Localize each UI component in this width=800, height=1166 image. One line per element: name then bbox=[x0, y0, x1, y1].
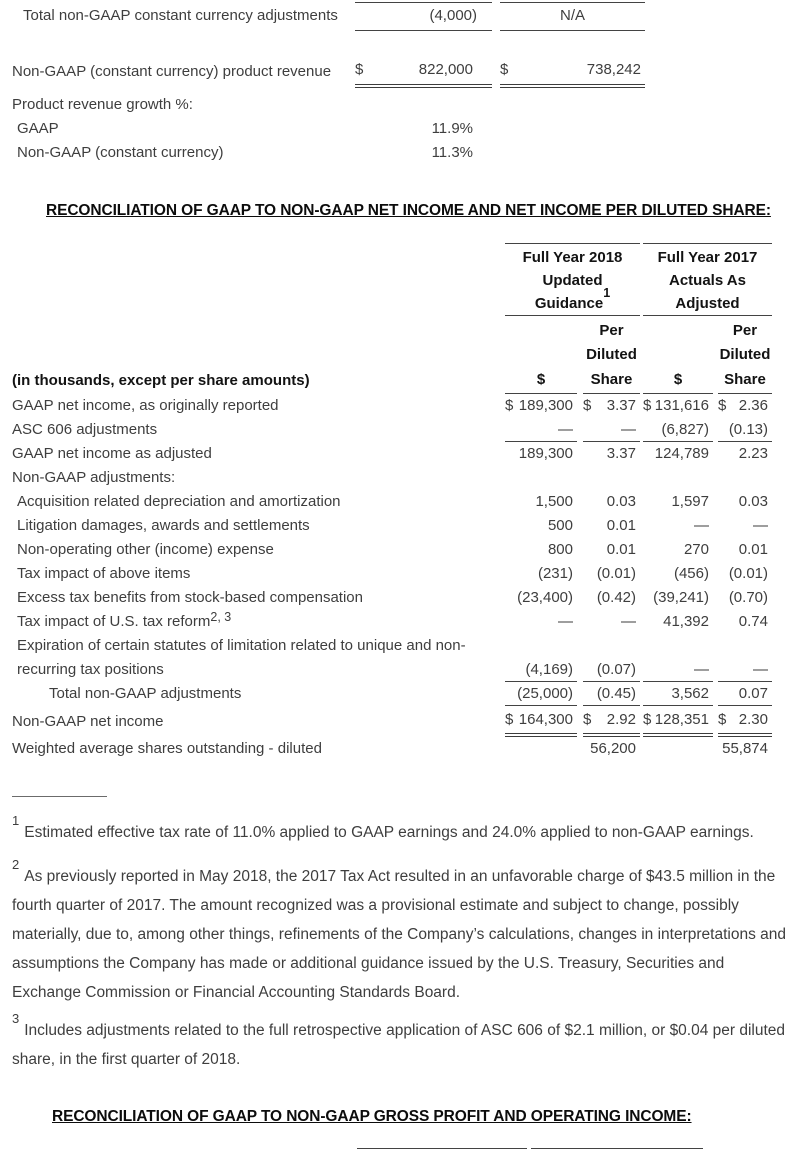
cell-value: (0.07) bbox=[596, 660, 636, 678]
cell-2018-amount bbox=[505, 682, 577, 706]
table-row-gaap-growth bbox=[0, 117, 800, 141]
cell-value: 3,562 bbox=[671, 684, 709, 702]
cell-value: (23,400) bbox=[517, 589, 573, 606]
cell-value: 2.36 bbox=[738, 397, 768, 414]
cell-2018-eps bbox=[583, 586, 640, 610]
group-line-text: Guidance bbox=[534, 295, 604, 313]
cell-2017-amount bbox=[643, 538, 713, 562]
next-table-column-rule-right bbox=[531, 1148, 703, 1149]
cell-2017-amount bbox=[643, 490, 713, 514]
cell-value: (4,169) bbox=[525, 660, 573, 678]
cell-value: 11.3% bbox=[431, 143, 473, 161]
cell-value: 0.03 bbox=[606, 493, 636, 510]
column-group-fy2017 bbox=[643, 243, 772, 316]
cell-value: (39,241) bbox=[653, 589, 709, 606]
column-header-2018-per-diluted-share bbox=[583, 316, 640, 394]
column-header-2017-per-diluted-share bbox=[718, 316, 772, 394]
row-label: Expiration of certain statutes of limitation related to unique and non- bbox=[17, 637, 466, 654]
row-label: Total non-GAAP constant currency adjustments bbox=[23, 7, 338, 25]
footnote-marker: 1 bbox=[12, 813, 20, 829]
cell-2017-amount bbox=[643, 586, 713, 610]
cell-value: 2.23 bbox=[738, 445, 768, 462]
footnote-text: As previously reported in May 2018, the 2017 Tax Act resulted in an unfavorable charge of $43.5 million in the fourth quarter of 2017. The amount recognized was a provisional estimate and subject to change, possibly materially, due to, among other things, refinements of the Company’s calculations, changes in interpretations and assumptions the Company has made or additional guidance issued by the U.S. Treasury, Securities and Exchange Commission or Financial Accounting Standards Board. bbox=[12, 868, 787, 1002]
cell-2018-eps bbox=[583, 562, 640, 586]
cell-value: 56,200 bbox=[590, 740, 636, 757]
cell-fy2017-value bbox=[500, 57, 645, 88]
cell-2017-eps bbox=[718, 538, 772, 562]
cell-value: — bbox=[621, 613, 636, 630]
currency-symbol: $ bbox=[500, 61, 509, 79]
cell-2018-eps bbox=[583, 706, 640, 737]
row-label: GAAP net income as adjusted bbox=[12, 445, 212, 462]
cell-fy2018-value bbox=[355, 141, 492, 165]
currency-symbol: $ bbox=[505, 710, 514, 728]
cell-value: 800 bbox=[547, 541, 573, 558]
column-group-fy2018 bbox=[505, 243, 640, 316]
cell-value: (0.01) bbox=[728, 565, 768, 582]
cell-value: — bbox=[558, 613, 573, 630]
cell-2017-amount bbox=[643, 706, 713, 737]
currency-symbol: $ bbox=[643, 710, 652, 728]
cell-2018-amount bbox=[505, 658, 577, 682]
column-header-2017-dollar bbox=[643, 316, 713, 394]
cell-value: 0.01 bbox=[606, 541, 636, 558]
cell-2018-eps bbox=[583, 418, 640, 442]
cell-value: 41,392 bbox=[663, 613, 709, 630]
cell-2017-eps bbox=[718, 658, 772, 682]
table-row-us-tax-reform bbox=[0, 610, 800, 634]
table-row-expiration-statutes-line1 bbox=[0, 634, 800, 658]
cell-value: 738,242 bbox=[586, 61, 641, 79]
cell-value: — bbox=[753, 660, 768, 678]
cell-value: 55,874 bbox=[722, 740, 768, 757]
table-row-litigation-damages bbox=[0, 514, 800, 538]
cell-2017-amount bbox=[643, 442, 713, 466]
currency-symbol: $ bbox=[583, 710, 592, 728]
cell-value: 128,351 bbox=[654, 710, 709, 728]
cell-value: — bbox=[753, 517, 768, 534]
cell-value: 822,000 bbox=[418, 61, 473, 79]
cell-2017-amount bbox=[643, 562, 713, 586]
cell-value: 0.07 bbox=[738, 684, 768, 702]
cell-value: 124,789 bbox=[654, 445, 709, 462]
footnote-1 bbox=[12, 813, 788, 847]
row-label: Tax impact of above items bbox=[17, 565, 191, 582]
cell-value: 2.30 bbox=[738, 710, 768, 728]
cell-fy2018-value bbox=[355, 2, 492, 31]
row-label: Non-GAAP net income bbox=[12, 712, 164, 730]
currency-symbol: $ bbox=[718, 397, 727, 414]
column-header-2018-dollar bbox=[505, 316, 577, 394]
row-label: Non-GAAP (constant currency) bbox=[17, 143, 224, 161]
cell-value: — bbox=[694, 517, 709, 534]
table-subheader-row bbox=[0, 316, 800, 394]
cell-2018-amount bbox=[505, 514, 577, 538]
table-row-nongaap-product-revenue bbox=[0, 57, 800, 88]
row-label: Non-GAAP (constant currency) product revenue bbox=[12, 63, 332, 81]
cell-value: 2.92 bbox=[606, 710, 636, 728]
table-row-expiration-statutes-line2 bbox=[0, 658, 800, 682]
table-row-gaap-net-income-reported bbox=[0, 394, 800, 418]
cell-value: 1,500 bbox=[535, 493, 573, 510]
table-row-nonoperating-other bbox=[0, 538, 800, 562]
cell-2017-shares bbox=[718, 737, 772, 761]
cell-value: 0.03 bbox=[738, 493, 768, 510]
cell-value: (0.42) bbox=[596, 589, 636, 606]
footnote-divider bbox=[12, 796, 107, 797]
cell-value: 3.37 bbox=[606, 397, 636, 414]
footnote-2 bbox=[12, 857, 788, 1007]
table-group-header-row bbox=[0, 243, 800, 316]
cell-value: 189,300 bbox=[518, 397, 573, 414]
cell-value: 189,300 bbox=[518, 445, 573, 462]
cell-value: 3.37 bbox=[606, 445, 636, 462]
row-label: Acquisition related depreciation and amortization bbox=[17, 493, 341, 510]
row-label: Non-GAAP adjustments: bbox=[12, 469, 176, 486]
cell-2018-eps bbox=[583, 490, 640, 514]
row-label: recurring tax positions bbox=[17, 661, 164, 678]
table-caption: (in thousands, except per share amounts) bbox=[12, 371, 310, 389]
cell-2017-amount bbox=[643, 682, 713, 706]
row-label: Excess tax benefits from stock-based compensation bbox=[17, 589, 363, 606]
cell-2018-amount bbox=[505, 442, 577, 466]
cell-2017-amount bbox=[643, 394, 713, 418]
cell-2017-amount bbox=[643, 514, 713, 538]
cell-value: 1,597 bbox=[671, 493, 709, 510]
cell-2018-eps bbox=[583, 394, 640, 418]
cell-value: (0.70) bbox=[728, 589, 768, 606]
cell-2018-amount bbox=[505, 706, 577, 737]
cell-value: (4,000) bbox=[429, 7, 477, 25]
table-row-nongaap-adjustments-header bbox=[0, 466, 800, 490]
group-line: Full Year 2017 bbox=[657, 249, 758, 267]
cell-value: — bbox=[694, 660, 709, 678]
table-row-nongaap-net-income bbox=[0, 706, 800, 737]
cell-2018-amount bbox=[505, 610, 577, 634]
row-label: GAAP net income, as originally reported bbox=[12, 397, 279, 414]
cell-value: 0.01 bbox=[606, 517, 636, 534]
header-text: $ bbox=[536, 370, 546, 388]
cell-value: (25,000) bbox=[517, 684, 573, 702]
table-row-product-revenue-growth bbox=[0, 93, 800, 117]
next-table-column-rule-left bbox=[357, 1148, 527, 1149]
cell-value: 0.01 bbox=[738, 541, 768, 558]
table-row-total-nongaap-adjustments bbox=[0, 682, 800, 706]
cell-2018-amount bbox=[505, 538, 577, 562]
cell-2017-eps bbox=[718, 586, 772, 610]
cell-2018-eps bbox=[583, 442, 640, 466]
cell-2018-amount bbox=[505, 490, 577, 514]
footnote-text: Estimated effective tax rate of 11.0% applied to GAAP earnings and 24.0% applied to non-GAAP earnings. bbox=[24, 824, 754, 842]
cell-value: N/A bbox=[559, 7, 585, 25]
currency-symbol: $ bbox=[583, 397, 592, 414]
cell-2017-eps bbox=[718, 514, 772, 538]
cell-fy2017-value bbox=[500, 2, 645, 31]
cell-2017-eps bbox=[718, 394, 772, 418]
header-text: Diluted bbox=[586, 346, 637, 364]
row-label: ASC 606 adjustments bbox=[12, 421, 158, 438]
table-row-acquisition-da bbox=[0, 490, 800, 514]
row-label: Tax impact of U.S. tax reform $^{2, 3}$ bbox=[17, 610, 232, 630]
cell-2017-eps bbox=[718, 562, 772, 586]
row-label: GAAP bbox=[17, 119, 59, 137]
cell-2017-eps bbox=[718, 418, 772, 442]
cell-value: (0.45) bbox=[596, 684, 636, 702]
currency-symbol: $ bbox=[505, 397, 514, 414]
table-row-tax-impact-above bbox=[0, 562, 800, 586]
section-heading-gross-profit: RECONCILIATION OF GAAP TO NON-GAAP GROSS PROFIT AND OPERATING INCOME: bbox=[52, 1108, 692, 1126]
cell-value: — bbox=[558, 420, 573, 438]
cell-2018-eps bbox=[583, 658, 640, 682]
header-text: $ bbox=[673, 370, 683, 388]
cell-2017-eps bbox=[718, 682, 772, 706]
cell-value: 11.9% bbox=[431, 119, 473, 137]
row-label: Non-operating other (income) expense bbox=[17, 541, 274, 558]
cell-2018-amount bbox=[505, 562, 577, 586]
cell-value: (0.01) bbox=[596, 565, 636, 582]
cell-2017-amount bbox=[643, 610, 713, 634]
currency-symbol: $ bbox=[355, 61, 364, 79]
header-text: Diluted bbox=[719, 346, 771, 364]
cell-value: (6,827) bbox=[661, 420, 709, 438]
cell-2017-eps bbox=[718, 442, 772, 466]
cell-value: (231) bbox=[537, 565, 573, 582]
cell-2017-eps bbox=[718, 706, 772, 737]
group-line bbox=[505, 286, 640, 315]
group-line: Updated bbox=[542, 272, 603, 290]
cell-2017-eps bbox=[718, 490, 772, 514]
section-heading-net-income: RECONCILIATION OF GAAP TO NON-GAAP NET INCOME AND NET INCOME PER DILUTED SHARE: bbox=[46, 202, 771, 219]
cell-value: 164,300 bbox=[518, 710, 573, 728]
cell-value: 131,616 bbox=[654, 397, 709, 414]
cell-value: 0.74 bbox=[738, 613, 768, 630]
row-label: Product revenue growth %: bbox=[12, 95, 193, 113]
header-text: Share bbox=[724, 370, 766, 388]
cell-2018-shares bbox=[583, 737, 640, 761]
cell-2018-eps bbox=[583, 682, 640, 706]
header-text: Per bbox=[732, 321, 758, 339]
table-row-weighted-average-shares bbox=[0, 737, 800, 761]
footnote-marker: 2 bbox=[12, 857, 20, 873]
footnote-3 bbox=[12, 1011, 788, 1074]
cell-2018-amount bbox=[505, 586, 577, 610]
group-line: Adjusted bbox=[675, 295, 740, 313]
table-row-gaap-net-income-adjusted bbox=[0, 442, 800, 466]
cell-2017-eps bbox=[718, 610, 772, 634]
cell-value: 270 bbox=[683, 541, 709, 558]
cell-value: 500 bbox=[547, 517, 573, 534]
table-row-nongaap-growth bbox=[0, 141, 800, 165]
cell-value: — bbox=[621, 420, 636, 438]
cell-fy2018-value bbox=[355, 117, 492, 141]
group-line: Actuals As bbox=[669, 272, 746, 290]
cell-value: (456) bbox=[673, 565, 709, 582]
header-text: Per bbox=[599, 321, 624, 339]
header-text: Share bbox=[590, 370, 633, 388]
currency-symbol: $ bbox=[718, 710, 727, 728]
currency-symbol: $ bbox=[643, 397, 652, 414]
cell-value: (0.13) bbox=[728, 420, 768, 438]
row-label-text: Tax impact of U.S. tax reform bbox=[17, 613, 211, 630]
footnote-text: Includes adjustments related to the full retrospective application of ASC 606 of $2.1 million, or $0.04 per diluted share, in the first quarter of 2018. bbox=[12, 1022, 786, 1069]
row-label: Total non-GAAP adjustments bbox=[49, 685, 242, 702]
footnote-marker: 3 bbox=[12, 1011, 20, 1027]
cell-2017-amount bbox=[643, 658, 713, 682]
cell-fy2018-value bbox=[355, 57, 492, 88]
cell-2018-eps bbox=[583, 538, 640, 562]
row-label: Weighted average shares outstanding - diluted bbox=[12, 740, 322, 757]
cell-2018-eps bbox=[583, 610, 640, 634]
cell-2017-amount bbox=[643, 418, 713, 442]
group-line: Full Year 2018 bbox=[522, 249, 623, 267]
cell-2018-amount bbox=[505, 394, 577, 418]
row-label: Litigation damages, awards and settlements bbox=[17, 517, 310, 534]
cell-2018-eps bbox=[583, 514, 640, 538]
cell-2018-amount bbox=[505, 418, 577, 442]
table-row-asc606-adjustments bbox=[0, 418, 800, 442]
table-row-total-cc-adjustments bbox=[0, 2, 800, 31]
table-row-excess-tax-benefits bbox=[0, 586, 800, 610]
footnote-ref-1: 1 bbox=[603, 286, 611, 301]
